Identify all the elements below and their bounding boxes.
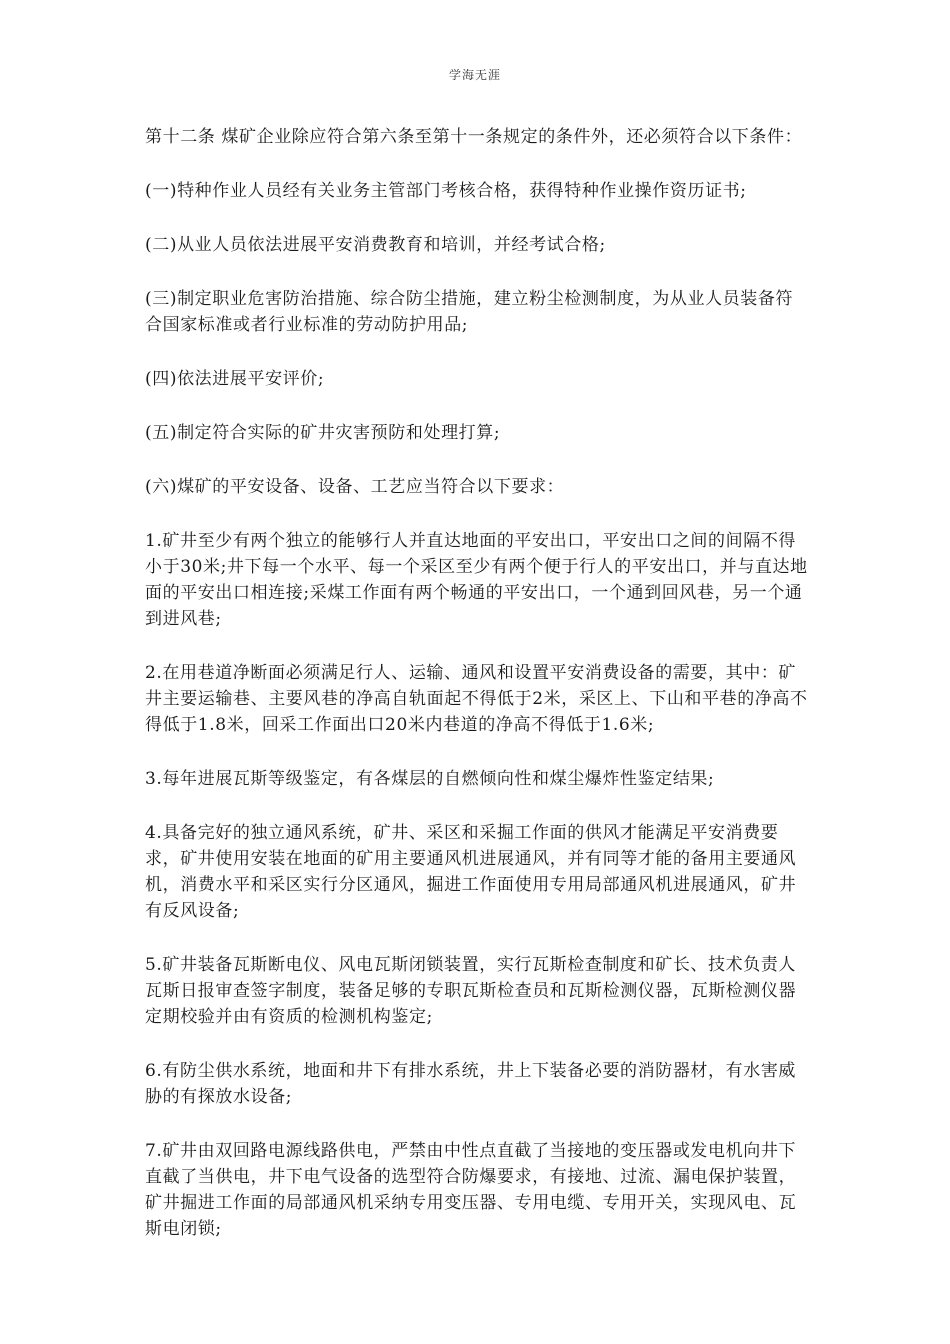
requirement-3: 3.每年进展瓦斯等级鉴定，有各煤层的自燃倾向性和煤尘爆炸性鉴定结果;	[145, 769, 715, 789]
requirement-1: 1.矿井至少有两个独立的能够行人并直达地面的平安出口，平安出口之间的间隔不得小于30米;井下每一个水平、每一个采区至少有两个便于行人的平安出口，并与直达地面的平安出口相连接;采煤工作面有两个畅通的平安出口，一个通到回风巷，另一个通到进风巷;	[145, 531, 808, 629]
requirement-4: 4.具备完好的独立通风系统，矿井、采区和采掘工作面的供风才能满足平安消费要求，矿井使用安装在地面的矿用主要通风机进展通风，并有同等才能的备用主要通风机，消费水平和采区实行分区通风，掘进工作面使用专用局部通风机进展通风，矿井有反风设备;	[145, 823, 797, 921]
document-body	[145, 124, 810, 1270]
clause-4: (四)依法进展平安评价;	[145, 369, 325, 389]
requirement-7: 7.矿井由双回路电源线路供电，严禁由中性点直截了当接地的变压器或发电机向井下直截了当供电，井下电气设备的选型符合防爆要求，有接地、过流、漏电保护装置，矿井掘进工作面的局部通风机采纳专用变压器、专用电缆、专用开关，实现风电、瓦斯电闭锁;	[145, 1141, 797, 1239]
requirement-5: 5.矿井装备瓦斯断电仪、风电瓦斯闭锁装置，实行瓦斯检查制度和矿长、技术负责人瓦斯日报审查签字制度，装备足够的专职瓦斯检查员和瓦斯检测仪器，瓦斯检测仪器定期校验并由有资质的检测机构鉴定;	[145, 955, 797, 1027]
article-12-intro: 第十二条 煤矿企业除应符合第六条至第十一条规定的条件外，还必须符合以下条件：	[145, 127, 803, 147]
requirement-6: 6.有防尘供水系统，地面和井下有排水系统，井上下装备必要的消防器材，有水害威胁的有探放水设备;	[145, 1061, 797, 1107]
clause-2: (二)从业人员依法进展平安消费教育和培训，并经考试合格;	[145, 235, 606, 255]
requirement-2: 2.在用巷道净断面必须满足行人、运输、通风和设置平安消费设备的需要，其中：矿井主要运输巷、主要风巷的净高自轨面起不得低于2米，采区上、下山和平巷的净高不得低于1.8米，回采工作面出口20米内巷道的净高不得低于1.6米;	[145, 663, 808, 735]
clause-3: (三)制定职业危害防治措施、综合防尘措施，建立粉尘检测制度，为从业人员装备符合国家标准或者行业标准的劳动防护用品;	[145, 289, 794, 335]
clause-1: (一)特种作业人员经有关业务主管部门考核合格，获得特种作业操作资历证书;	[145, 181, 747, 201]
clause-6: (六)煤矿的平安设备、设备、工艺应当符合以下要求：	[145, 477, 565, 497]
clause-5: (五)制定符合实际的矿井灾害预防和处理打算;	[145, 423, 501, 443]
page-header: 学海无涯	[448, 68, 501, 82]
